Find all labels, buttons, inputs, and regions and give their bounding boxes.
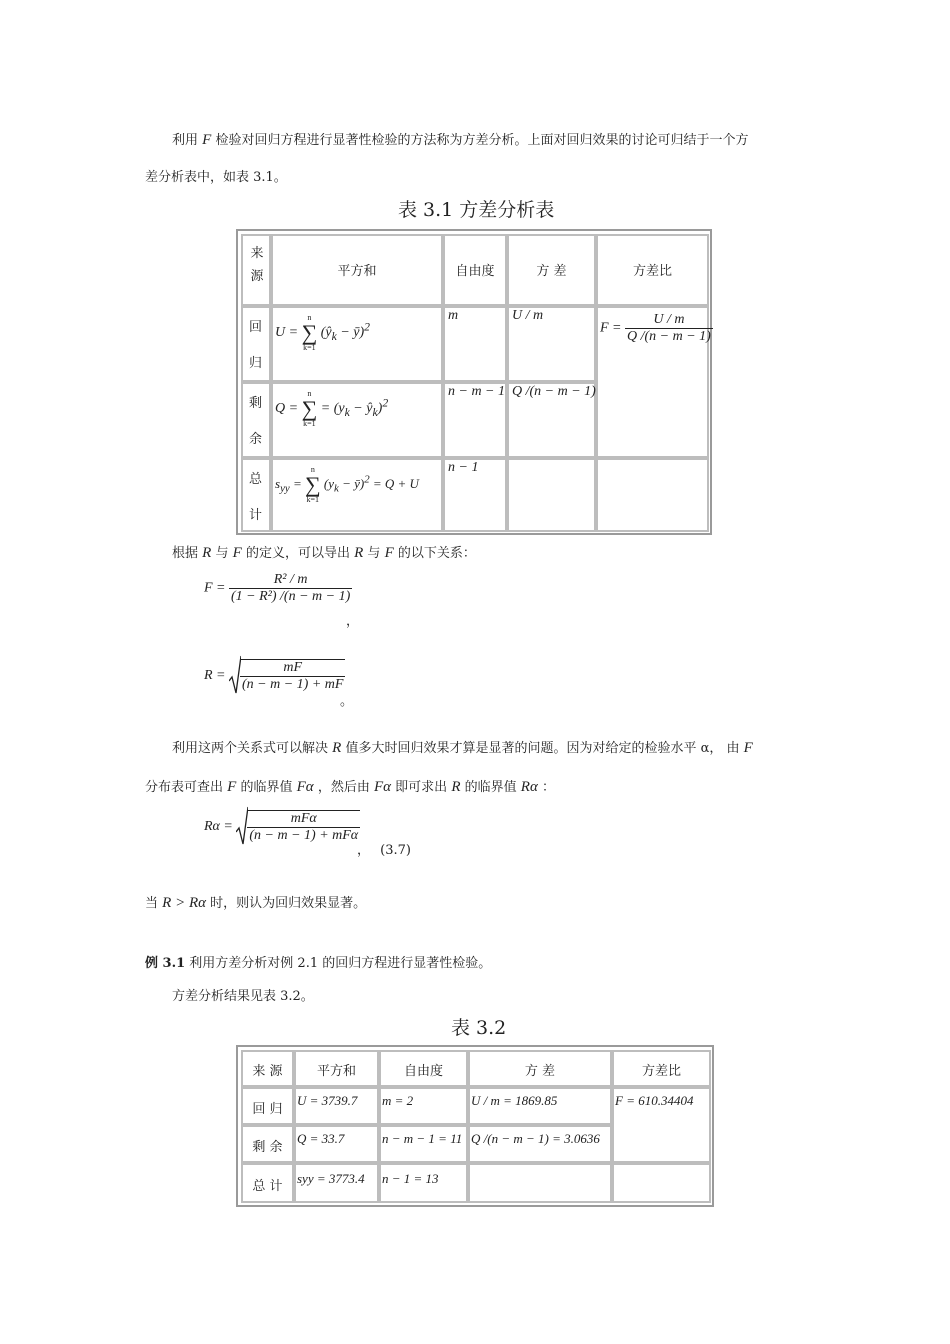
paragraph-4 (145, 892, 366, 912)
para2-e: 的以下关系： (397, 546, 476, 561)
t1-row2-ss (271, 382, 443, 458)
sqrt-sign (236, 806, 360, 848)
t1-row2-source-b: 余 (249, 432, 263, 447)
paragraph-3-line-1 (172, 737, 753, 757)
t1-row3-ms (507, 458, 596, 532)
t1-ratio-cell (596, 306, 709, 458)
t1-row2-df (443, 382, 507, 458)
t2-row2-df (379, 1125, 468, 1163)
ratio-numerator: U / m (625, 312, 713, 329)
formula3-denominator: (n − m − 1) + mFα (249, 828, 359, 843)
para3-a: 分布表可查出 (145, 780, 224, 795)
para3-f: ： (541, 780, 555, 795)
var-R: R (354, 545, 364, 561)
t1-header-ratio-label: 方差比 (632, 264, 672, 279)
t2-header-df (379, 1050, 468, 1087)
paragraph-5: 方差分析结果见表 3.2。 (172, 989, 314, 1004)
formula3-comma: ， (357, 843, 371, 858)
paragraph-1-line-1 (172, 129, 748, 149)
t2-row3-df-value: n − 1 = 13 (382, 1171, 439, 1186)
t2-header-ms (468, 1050, 612, 1087)
t2-row2-ss (294, 1125, 379, 1163)
formula-R-alpha (204, 806, 360, 848)
table-3-1 (236, 229, 712, 535)
t2-row2-source-label: 剩 余 (252, 1140, 283, 1155)
sum-symbol: n ∑ k=1 (301, 389, 318, 428)
t2-row3-source-label: 总 计 (252, 1179, 283, 1194)
t2-row2-ms-value: Q /(n − m − 1) = 3.0636 (471, 1131, 600, 1146)
para3-b: 的临界值 (240, 780, 293, 795)
formula2-denominator: (n − m − 1) + mF (242, 677, 344, 692)
t1-row3-source (241, 458, 271, 532)
t2-header-source-label: 来 源 (252, 1064, 283, 1079)
formula1-lhs: F = (204, 580, 226, 596)
table-3-2 (236, 1045, 714, 1207)
para2-b: 与 (215, 546, 229, 561)
sum-symbol: n ∑ k=1 (304, 465, 321, 504)
formula2-lhs: R = (204, 668, 226, 684)
para2-c: 的定义，可以导出 (245, 546, 350, 561)
t2-ratio-value: F = 610.34404 (615, 1093, 694, 1108)
t2-row2-ss-value: Q = 33.7 (297, 1131, 345, 1146)
t1-row1-ms (507, 306, 596, 382)
t1-header-ss (271, 234, 443, 306)
t2-row2-ms (468, 1125, 612, 1163)
formula1-numerator: R² / m (229, 572, 352, 589)
t2-row1-ss (294, 1087, 379, 1125)
var-F: F (232, 545, 242, 561)
t1-row2-source-a: 剩 (249, 396, 263, 411)
t1-row2-ms-value: Q /(n − m − 1) (512, 384, 596, 399)
t2-row3-ss-value: syy = 3773.4 (297, 1171, 365, 1186)
t1-header-df (443, 234, 507, 306)
t2-row3-df (379, 1163, 468, 1203)
t1-header-ms (507, 234, 596, 306)
t1-row2-df-value: n − m − 1 (448, 384, 506, 399)
ratio-denominator: Q /(n − m − 1) (627, 329, 711, 344)
t1-row3-source-b: 计 (249, 508, 263, 523)
t2-row1-source (241, 1087, 294, 1125)
t1-row1-source (241, 306, 271, 382)
var-Q: Q (275, 401, 286, 417)
var-R: R (451, 779, 461, 795)
var-F-alpha: Fα (373, 779, 392, 795)
t2-row1-df (379, 1087, 468, 1125)
t1-header-df-label: 自由度 (455, 264, 495, 279)
var-F: F (384, 545, 394, 561)
t1-row1-df (443, 306, 507, 382)
t1-row2-ms (507, 382, 596, 458)
formula3-lhs: Rα = (204, 819, 233, 835)
var-R: R (332, 740, 342, 756)
t1-row3-source-a: 总 (249, 472, 263, 487)
t1-row2-source (241, 382, 271, 458)
var-F: F (202, 132, 212, 148)
condition-R-gt-Ralpha: R > Rα (162, 895, 206, 911)
para1-pre: 利用 (172, 133, 199, 148)
table-2-caption: 表 3.2 (451, 1017, 507, 1039)
t2-row2-source (241, 1125, 294, 1163)
t1-row1-ms-value: U / m (512, 308, 544, 323)
t1-header-source-label: 来源 (250, 246, 264, 284)
para4-pre: 当 (145, 896, 159, 911)
formula-R (204, 655, 345, 697)
t2-header-ms-label: 方 差 (524, 1064, 556, 1079)
para3-pre: 利用这两个关系式可以解决 (172, 741, 329, 756)
t2-header-ratio (612, 1050, 711, 1087)
t2-row3-ss (294, 1163, 379, 1203)
formula-F (204, 572, 352, 605)
t2-header-source (241, 1050, 294, 1087)
formula3-tail (357, 839, 411, 858)
t2-row2-df-value: n − m − 1 = 11 (382, 1131, 463, 1146)
t1-ratio-formula: F = $\frac{U / m}{Q /(n - m - 1)}$ (600, 312, 711, 344)
t2-row1-source-label: 回 归 (252, 1102, 283, 1117)
t1-row1-ss-formula: U = n ∑ k=1 ($ŷ_k$ − ȳ)$^2$ (275, 313, 370, 352)
var-F-alpha: Fα (296, 779, 314, 795)
paragraph-3-line-2 (145, 776, 555, 796)
var-R-alpha: Rα (520, 779, 538, 795)
t2-row1-ss-value: U = 3739.7 (297, 1093, 358, 1108)
var-F: F (227, 779, 237, 795)
paragraph-2 (172, 542, 476, 562)
t1-header-source (241, 234, 271, 306)
sqrt-sign (229, 655, 345, 697)
para3-post: 值多大时回归效果才算是显著的问题。因为对给定的检验水平 α， 由 (345, 741, 740, 756)
t2-row1-df-value: m = 2 (382, 1093, 414, 1108)
t2-header-df-label: 自由度 (403, 1064, 443, 1079)
para4-post: 时，则认为回归效果显著。 (210, 896, 367, 911)
t1-row3-ss-formula: $s_{yy}$ = n ∑ k=1 ($y_k$ − ȳ)$^2$ = Q + U (275, 465, 419, 504)
t1-row3-ratio (596, 458, 709, 532)
para2-d: 与 (367, 546, 381, 561)
t1-header-ms-label: 方 差 (536, 264, 567, 279)
t1-row3-df (443, 458, 507, 532)
formula3-fraction (247, 811, 360, 844)
var-F: F (743, 740, 753, 756)
t2-header-ss-label: 平方和 (316, 1064, 356, 1079)
formula1-denominator: (1 − R²) /(n − m − 1) (231, 589, 351, 604)
t2-header-ratio-label: 方差比 (641, 1064, 681, 1079)
para3-d: 即可求出 (395, 780, 448, 795)
var-R: R (202, 545, 212, 561)
para2-a: 根据 (172, 546, 199, 561)
t1-row1-source-a: 回 (249, 320, 263, 335)
t2-row3-ratio (612, 1163, 711, 1203)
t1-header-ss-label: 平方和 (337, 264, 377, 279)
var-U: U (275, 325, 286, 341)
t2-ratio-cell (612, 1087, 711, 1163)
para3-e: 的临界值 (464, 780, 517, 795)
t1-row3-ss (271, 458, 443, 532)
example-text: 利用方差分析对例 2.1 的回归方程进行显著性检验。 (189, 956, 492, 971)
t2-row3-source (241, 1163, 294, 1203)
t1-row2-ss-formula: Q = n ∑ k=1 = ($y_k$ − $ŷ_k)^2$ (275, 389, 389, 428)
t2-row1-ms (468, 1087, 612, 1125)
t1-row1-df-value: m (448, 308, 459, 323)
formula1-fraction (229, 572, 352, 605)
formula2-fraction (240, 660, 345, 693)
formula1-tail: ， (346, 614, 360, 629)
t1-row1-ss (271, 306, 443, 382)
example-label: 例 3.1 (145, 956, 186, 971)
para1-post: 检验对回归方程进行显著性检验的方法称为方差分析。上面对回归效果的讨论可归结于一个方 (215, 133, 749, 148)
paragraph-1-line-2: 差分析表中，如表 3.1。 (145, 170, 287, 185)
sum-symbol: n ∑ k=1 (301, 313, 318, 352)
formula3-numerator: mFα (247, 811, 360, 828)
para3-c: ，然后由 (317, 780, 370, 795)
t2-header-ss (294, 1050, 379, 1087)
example-3-1 (145, 952, 491, 971)
t2-row1-ms-value: U / m = 1869.85 (471, 1093, 558, 1108)
t2-row3-ms (468, 1163, 612, 1203)
t1-row1-source-b: 归 (249, 356, 263, 371)
table-1-caption: 表 3.1 方差分析表 (398, 199, 555, 221)
equation-number: (3.7) (380, 843, 411, 858)
t1-header-ratio (596, 234, 709, 306)
ratio-fraction (625, 312, 713, 345)
formula2-tail: 。 (340, 694, 354, 709)
t1-row3-df-value: n − 1 (448, 460, 479, 475)
formula2-numerator: mF (240, 660, 345, 677)
